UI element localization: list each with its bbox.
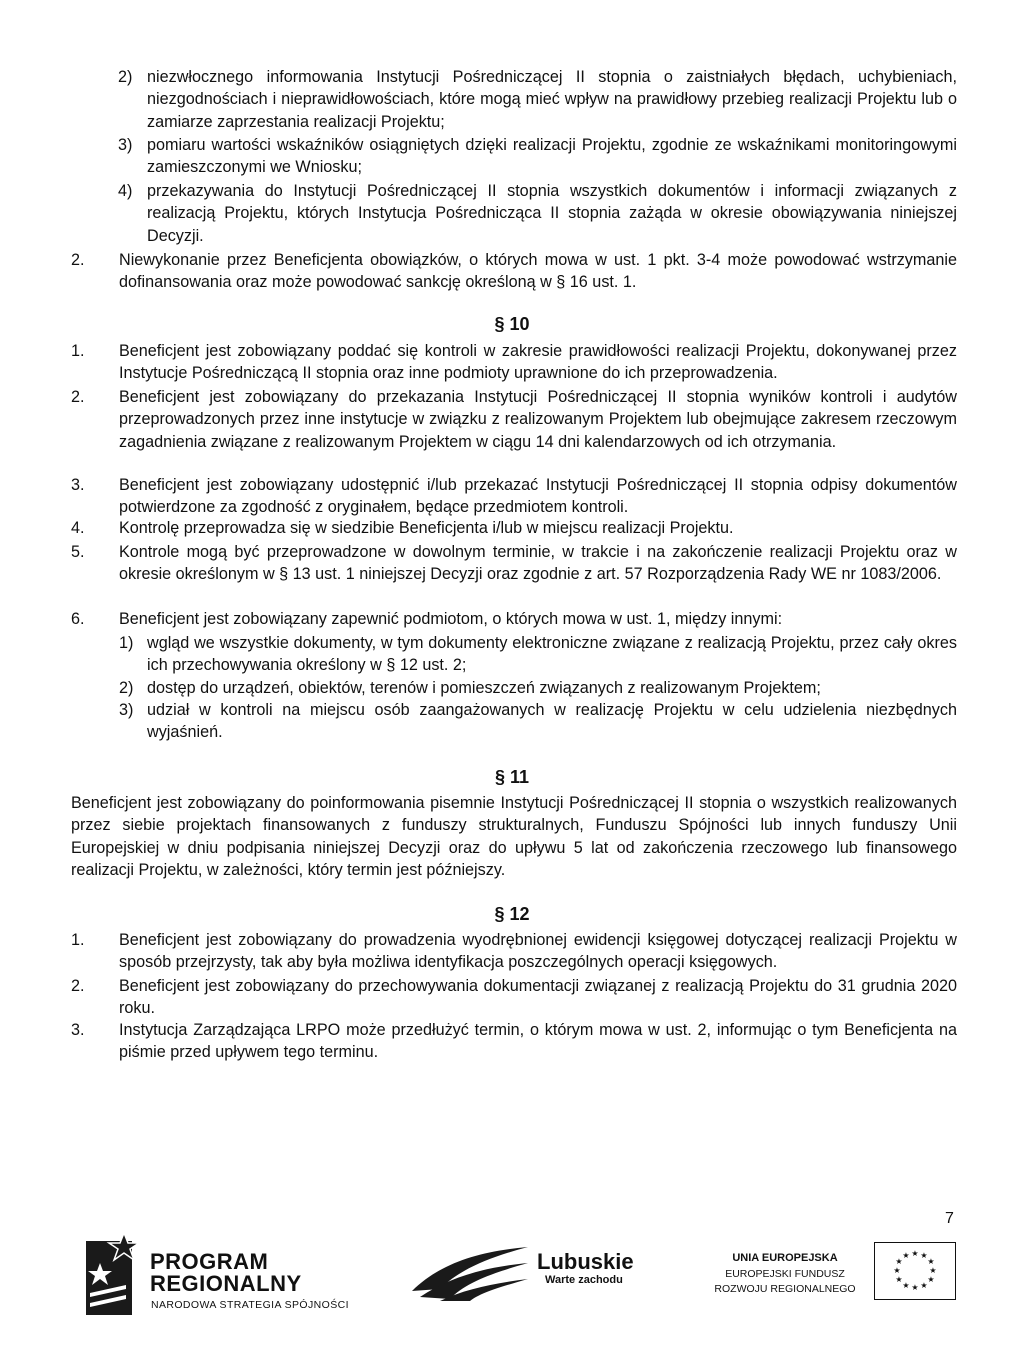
- list-item-number: 3): [118, 136, 133, 154]
- svg-text:★: ★: [929, 1266, 937, 1275]
- lubuskie-wing-icon: [410, 1243, 530, 1303]
- point-number: 4.: [71, 519, 85, 537]
- svg-text:★: ★: [927, 1257, 935, 1266]
- point-text: Kontrolę przeprowadza się w siedzibie Beneficjenta i/lub w miejscu realizacji Projektu.: [119, 519, 734, 537]
- point-text: Beneficjent jest zobowiązany do prowadzenia wyodrębnionej ewidencji księgowej dotyczącej realizacji Projektu w sposób przejrzysty, tak aby była możliwa identyfikacja poszczególnych operacji księgowych.: [119, 931, 957, 972]
- paragraph: Beneficjent jest zobowiązany do poinformowania pisemnie Instytucji Pośredniczącej II stopnia o wszystkich realizowanych przez siebie projektach finansowanych z funduszy strukturalnych, Funduszu Spójności lub innych funduszy Unii Europejskiej w dniu podpisania niniejszej Decyzji oraz do upływu 5 lat od zakończenia rzeczowego lub finansowego realizacji Projektu, w zależności, który termin jest późniejszy.: [71, 794, 957, 879]
- subitem-text: dostęp do urządzeń, obiektów, terenów i pomieszczeń związanych z realizowanym Projektem;: [147, 679, 821, 697]
- point-number: 2.: [71, 251, 85, 269]
- section-heading: § 12: [494, 904, 530, 924]
- point-text: Beneficjent jest zobowiązany poddać się kontroli w zakresie prawidłowości realizacji Projektu, dokonywanej przez Instytucje Pośredniczącą II stopnia oraz inne podmioty uprawnione do ich przeprowadzenia.: [119, 342, 957, 383]
- program-regionalny-emblem-icon: [86, 1233, 146, 1315]
- program-regionalny-emblem: [86, 1233, 146, 1315]
- subitem-text: udział w kontroli na miejscu osób zaangażowanych w realizację Projektu w celu udzielenia niezbędnych wyjaśnień.: [147, 701, 957, 742]
- point-number: 2.: [71, 388, 85, 406]
- subitem-text: wgląd we wszystkie dokumenty, w tym dokumenty elektroniczne związane z realizacją Projektu, przez cały okres ich przechowywania określony w § 12 ust. 2;: [147, 634, 957, 675]
- point-text: Niewykonanie przez Beneficjenta obowiązków, o których mowa w ust. 1 pkt. 3-4 może powodować wstrzymanie dofinansowania oraz może powodować sankcję określoną w § 16 ust. 1.: [119, 251, 957, 292]
- list-item-number: 2): [118, 68, 133, 86]
- svg-text:★: ★: [920, 1281, 928, 1290]
- svg-text:★: ★: [902, 1251, 910, 1260]
- svg-text:★: ★: [895, 1257, 903, 1266]
- point-number: 1.: [71, 931, 85, 949]
- ue-title: UNIA EUROPEJSKA: [732, 1252, 838, 1264]
- subitem-number: 1): [119, 634, 134, 652]
- point-number: 1.: [71, 342, 85, 360]
- point-text: Beneficjent jest zobowiązany do przekazania Instytucji Pośredniczącej II stopnia wyników kontroli i audytów przeprowadzonych przez inne instytucje w związku z realizowanym Projektem lub obejmujące zakresem rzeczowym zagadnienia związane z realizowanym Projektem w ciągu 14 dni kalendarzowych od ich otrzymania.: [119, 388, 957, 451]
- subitem-number: 3): [119, 701, 134, 719]
- point-text: Beneficjent jest zobowiązany zapewnić podmiotom, o których mowa w ust. 1, między innymi:: [119, 610, 783, 628]
- subitem-number: 2): [119, 679, 134, 697]
- ue-fund-line1: EUROPEJSKI FUNDUSZ: [725, 1268, 845, 1280]
- point-text: Instytucja Zarządzająca LRPO może przedłużyć termin, o którym mowa w ust. 2, informując o tym Beneficjenta na piśmie przed upływem tego terminu.: [119, 1021, 957, 1062]
- lubuskie-tagline: Warte zachodu: [545, 1274, 623, 1286]
- eu-flag: [874, 1242, 956, 1300]
- point-text: Beneficjent jest zobowiązany udostępnić i/lub przekazać Instytucji Pośredniczącej II stopnia odpisy dokumentów potwierdzone za zgodność z oryginałem, będące przedmiotem kontroli.: [119, 476, 957, 517]
- svg-text:★: ★: [927, 1275, 935, 1284]
- lubuskie-wing-logo: [410, 1243, 530, 1303]
- svg-text:★: ★: [902, 1281, 910, 1290]
- program-logo-line3: NARODOWA STRATEGIA SPÓJNOŚCI: [151, 1299, 349, 1311]
- svg-text:★: ★: [920, 1251, 928, 1260]
- point-text: Beneficjent jest zobowiązany do przechowywania dokumentacji związanej z realizacją Projektu do 31 grudnia 2020 roku.: [119, 977, 957, 1018]
- svg-text:★: ★: [911, 1283, 919, 1292]
- ue-fund-line2: ROZWOJU REGIONALNEGO: [714, 1283, 856, 1295]
- point-number: 3.: [71, 476, 85, 494]
- program-logo-line1: PROGRAM: [150, 1249, 269, 1274]
- list-item-text: niezwłocznego informowania Instytucji Pośredniczącej II stopnia o zaistniałych błędach, uchybieniach, niezgodnościach i nieprawidłowościach, które mogą mieć wpływ na prawidłowy przebieg realizacji Projektu lub o zamiarze zaprzestania realizacji Projektu;: [147, 68, 957, 131]
- program-logo-line2: REGIONALNY: [150, 1271, 302, 1296]
- point-text: Kontrole mogą być przeprowadzone w dowolnym terminie, w trakcie i na zakończenie realizacji Projektu oraz w okresie określonym w § 13 ust. 1 niniejszej Decyzji oraz zgodnie z art. 57 Rozporządzenia Rady WE nr 1083/2006.: [119, 543, 957, 584]
- point-number: 2.: [71, 977, 85, 995]
- eu-stars-icon: [875, 1243, 955, 1299]
- point-number: 5.: [71, 543, 85, 561]
- svg-text:★: ★: [895, 1275, 903, 1284]
- list-item-text: pomiaru wartości wskaźników osiągniętych dzięki realizacji Projektu, zgodnie ze wskaźnikami monitoringowymi zamieszczonymi we Wniosku;: [147, 136, 957, 177]
- point-number: 6.: [71, 610, 85, 628]
- point-number: 3.: [71, 1021, 85, 1039]
- list-item-number: 4): [118, 182, 133, 200]
- section-heading: § 11: [494, 767, 530, 787]
- svg-text:★: ★: [893, 1266, 901, 1275]
- list-item-text: przekazywania do Instytucji Pośredniczącej II stopnia wszystkich dokumentów i informacji związanych z realizacją Projektu, których Instytucja Pośrednicząca II stopnia zażąda w okresie obowiązywania niniejszej Decyzji.: [147, 182, 957, 245]
- svg-text:★: ★: [911, 1249, 919, 1258]
- section-heading: § 10: [494, 314, 530, 334]
- page-number: 7: [945, 1210, 954, 1227]
- lubuskie-name: Lubuskie: [537, 1249, 634, 1274]
